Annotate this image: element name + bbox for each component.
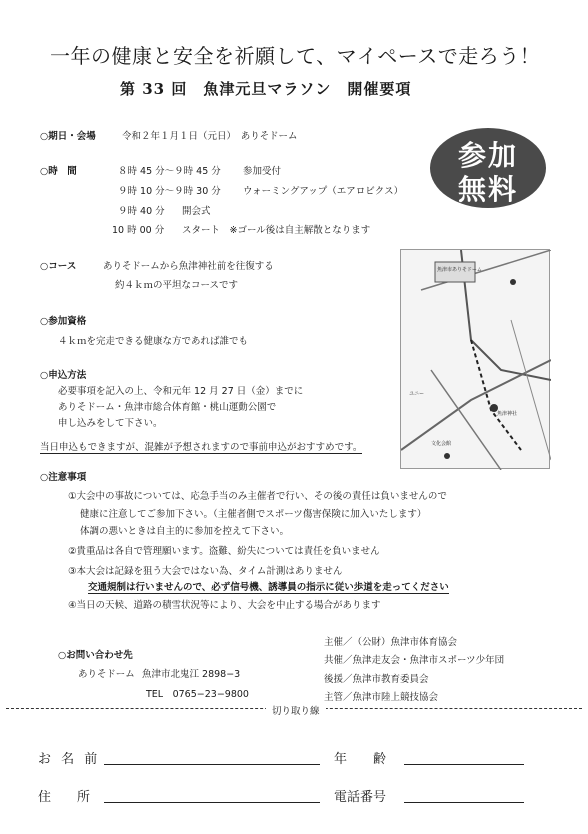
age-field[interactable] (404, 764, 524, 765)
course-line-1: ありそドームから魚津神社前を往復する (103, 261, 274, 272)
course-line-2: 約４ｋｍの平坦なコースです (115, 280, 239, 291)
organizer-host: 主催／（公財）魚津市体育協会 (324, 637, 458, 648)
page-title: 第 33 回 魚津元旦マラソン 開催要項 (120, 80, 412, 98)
application-line-1: 必要事項を記入の上、令和元年 12 月 27 日（金）までに (58, 386, 304, 397)
name-field[interactable] (104, 764, 320, 765)
application-label: ○申込方法 (40, 370, 87, 381)
map-label-shrine: 魚津神社 (497, 411, 518, 417)
schedule-event-2: ウォーミングアップ（エアロビクス） (243, 186, 404, 197)
application-line-3: 申し込みをして下さい。 (58, 418, 163, 429)
map-graphic (401, 250, 551, 470)
map-label-uny: ユニー (409, 391, 425, 397)
organizer-cohost: 共催／魚津走友会・魚津市スポーツ少年団 (324, 655, 505, 666)
organizer-sponsor: 後援／魚津市教育委員会 (324, 674, 429, 685)
map-label-bunka: 文化会館 (431, 441, 452, 447)
date-venue-label: ○期日・会場 (40, 131, 96, 142)
organizer-manager: 主管／魚津市陸上競技協会 (324, 692, 439, 703)
name-field-label: お 名 前 (38, 752, 101, 767)
cut-line-label: 切り取り線 (266, 703, 326, 717)
note-item-4: ④当日の天候、道路の積雪状況等により、大会を中止する場合があります (68, 600, 381, 611)
schedule-event-4: スタート ※ゴール後は自主解散となります (182, 225, 371, 236)
schedule-time-4: 10 時 00 分 (112, 225, 165, 236)
free-entry-badge (430, 128, 546, 208)
notes-label: ○注意事項 (40, 472, 87, 483)
map-label-arisodome: 魚津市ありそドーム (437, 267, 482, 273)
note-item-1c: 体調の悪いときは自主的に参加を控えて下さい。 (80, 526, 290, 537)
note-item-2: ②貴重品は各自で管理願います。盗難、紛失については責任を負いません (68, 546, 380, 557)
phone-field-label: 電話番号 (334, 790, 387, 805)
contact-name: ありそドーム (78, 669, 135, 680)
page-subtitle: 一年の健康と安全を祈願して、マイペースで走ろう！ (50, 44, 541, 68)
badge-line-1: 参加 (457, 139, 518, 172)
phone-field[interactable] (404, 802, 524, 803)
date-venue-value: 令和２年１月１日（元日） ありそドーム (122, 131, 298, 142)
schedule-time-2: ９時 10 分〜９時 30 分 (118, 186, 221, 197)
address-field-label: 住 所 (38, 790, 91, 805)
application-line-2: ありそドーム・魚津市総合体育館・桃山運動公園で (58, 402, 277, 413)
eligibility-text: ４ｋｍを完走できる健康な方であれば誰でも (58, 336, 249, 347)
schedule-label: ○時 間 (40, 166, 77, 177)
course-map (400, 249, 550, 469)
note-item-1: ①大会中の事故については、応急手当のみ主催者で行い、その後の責任は負いませんので (68, 491, 447, 502)
schedule-event-1: 参加受付 (243, 166, 282, 177)
note-item-1b: 健康に注意してご参加下さい。（主催者側でスポーツ傷害保険に加入いたします） (80, 509, 427, 520)
course-label: ○コース (40, 261, 77, 272)
contact-tel: TEL 0765−23−9800 (146, 689, 249, 700)
contact-address: 魚津市北鬼江 2898−3 (142, 669, 241, 680)
eligibility-label: ○参加資格 (40, 316, 87, 327)
same-day-application-note: 当日申込もできますが、混雑が予想されますので事前申込がおすすめです。 (40, 439, 362, 454)
schedule-time-1: ８時 45 分〜９時 45 分 (118, 166, 221, 177)
note-item-3: ③本大会は記録を狙う大会ではない為、タイム計測はありません (68, 566, 343, 577)
schedule-event-3: 開会式 (182, 206, 211, 217)
contact-label: ○お問い合わせ先 (58, 650, 133, 661)
age-field-label: 年 齢 (334, 752, 387, 767)
traffic-warning: 交通規制は行いませんので、必ず信号機、誘導員の指示に従い歩道を走ってください (88, 579, 449, 594)
schedule-time-3: ９時 40 分 (118, 206, 165, 217)
address-field[interactable] (104, 802, 320, 803)
badge-line-2: 無料 (457, 173, 518, 206)
